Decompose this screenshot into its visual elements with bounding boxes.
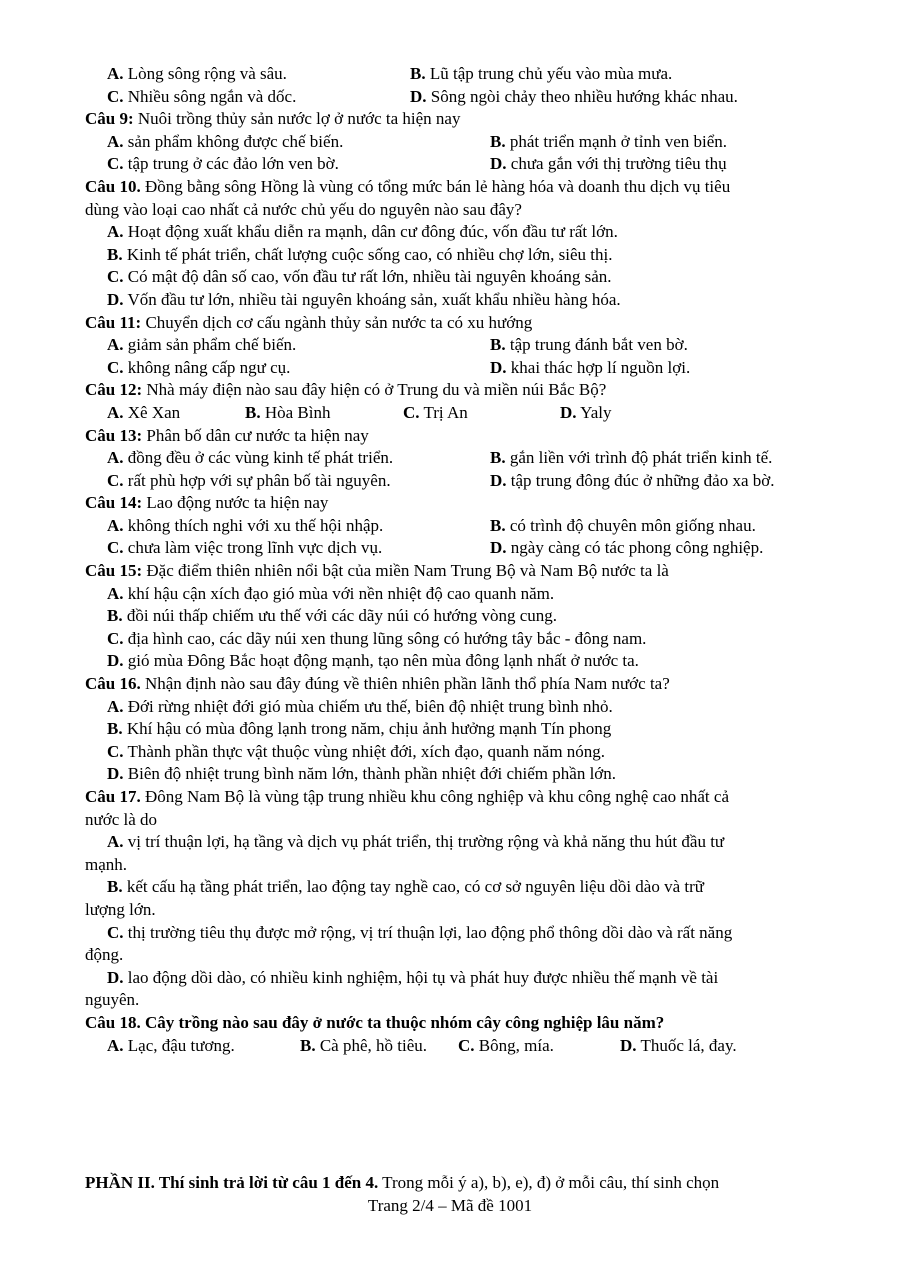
question-heading-cell bbox=[85, 176, 730, 199]
option-cell bbox=[107, 741, 605, 764]
bold-label-run: Câu 16. bbox=[85, 674, 141, 694]
bold-label-run: B. bbox=[245, 402, 261, 422]
bold-label-run: D. bbox=[490, 470, 507, 490]
doc-line bbox=[0, 312, 900, 335]
doc-line bbox=[0, 696, 900, 719]
doc-line bbox=[0, 425, 900, 448]
bold-label-run: A. bbox=[107, 448, 124, 468]
doc-line bbox=[0, 786, 900, 809]
text-run: Có mật độ dân số cao, vốn đầu tư rất lớn, nhiều tài nguyên khoáng sản. bbox=[123, 267, 612, 287]
option-cell bbox=[107, 605, 557, 628]
bold-label-run: Câu 14: bbox=[85, 493, 143, 513]
text-run: dùng vào loại cao nhất cả nước chủ yếu do nguyên nào sau đây? bbox=[85, 199, 522, 219]
bold-label-run: PHẦN II. Thí sinh trả lời từ câu 1 đến 4. bbox=[85, 1173, 379, 1193]
option-cell bbox=[107, 86, 296, 109]
doc-line bbox=[0, 1012, 900, 1035]
text-run: Yaly bbox=[576, 402, 612, 422]
bold-label-run: Câu 17. bbox=[85, 787, 141, 806]
bold-label-run: D. bbox=[560, 402, 577, 422]
text-run: phát triển mạnh ở tỉnh ven biển. bbox=[505, 131, 728, 151]
text-run: tập trung ở các đảo lớn ven bờ. bbox=[123, 154, 339, 174]
option-cell bbox=[107, 470, 391, 493]
bold-label-run: D. bbox=[490, 357, 507, 377]
doc-line bbox=[0, 1172, 900, 1195]
doc-line bbox=[0, 922, 900, 945]
text-continuation-cell bbox=[85, 854, 127, 877]
text-run: không thích nghi với xu thế hội nhập. bbox=[123, 515, 384, 535]
text-run: mạnh. bbox=[85, 854, 128, 874]
text-run: không nâng cấp ngư cụ. bbox=[123, 357, 291, 377]
doc-line bbox=[0, 718, 900, 741]
doc-line bbox=[0, 944, 900, 967]
bold-label-run: C. bbox=[107, 628, 124, 648]
text-run: địa hình cao, các dãy núi xen thung lũng sông có hướng tây bắc - đông nam. bbox=[123, 628, 647, 648]
bold-label-run: B. bbox=[107, 877, 123, 897]
bold-label-run: C. bbox=[107, 267, 124, 287]
doc-line bbox=[0, 967, 900, 990]
text-run: Vốn đầu tư lớn, nhiều tài nguyên khoáng sản, xuất khẩu nhiều hàng hóa. bbox=[123, 289, 621, 309]
doc-line bbox=[0, 809, 900, 832]
bold-label-run: Câu 18. Cây trồng nào sau đây ở nước ta thuộc nhóm cây công nghiệp lâu năm? bbox=[85, 1012, 665, 1032]
doc-line bbox=[0, 131, 900, 154]
bold-label-run: A. bbox=[107, 64, 124, 83]
doc-line bbox=[0, 153, 900, 176]
text-run: Nuôi trồng thủy sản nước lợ ở nước ta hiện nay bbox=[133, 109, 461, 129]
bold-label-run: A. bbox=[107, 696, 124, 716]
bold-label-run: A. bbox=[107, 402, 124, 422]
option-cell bbox=[107, 718, 611, 741]
bold-label-run: B. bbox=[107, 719, 123, 739]
question-heading-cell bbox=[85, 492, 328, 515]
question-heading-cell bbox=[85, 673, 670, 696]
text-run: chưa gắn với thị trường tiêu thụ bbox=[506, 154, 727, 174]
doc-line bbox=[0, 1195, 900, 1218]
bold-label-run: C. bbox=[107, 357, 124, 377]
doc-line bbox=[0, 492, 900, 515]
text-run: Đặc điểm thiên nhiên nổi bật của miền Nam Trung Bộ và Nam Bộ nước ta là bbox=[142, 561, 669, 581]
doc-line bbox=[0, 673, 900, 696]
text-run: Biên độ nhiệt trung bình năm lớn, thành phần nhiệt đới chiếm phần lớn. bbox=[123, 764, 617, 784]
text-run: đồi núi thấp chiếm ưu thế với các dãy núi có hướng vòng cung. bbox=[122, 606, 557, 626]
doc-line bbox=[0, 402, 900, 425]
text-run: vị trí thuận lợi, hạ tầng và dịch vụ phát triển, thị trường rộng và khả năng thu hút đầu tư bbox=[123, 832, 725, 852]
option-cell bbox=[107, 537, 382, 560]
bold-label-run: B. bbox=[410, 64, 426, 83]
bold-label-run: B. bbox=[107, 606, 123, 626]
option-cell bbox=[107, 402, 180, 425]
doc-line bbox=[0, 289, 900, 312]
option-cell bbox=[620, 1035, 737, 1058]
option-cell bbox=[245, 402, 330, 425]
text-continuation-cell bbox=[85, 809, 157, 832]
text-run: Bông, mía. bbox=[474, 1035, 554, 1055]
doc-line bbox=[0, 1035, 900, 1058]
bold-label-run: A. bbox=[107, 222, 124, 242]
text-run: đồng đều ở các vùng kinh tế phát triển. bbox=[123, 448, 394, 468]
option-cell bbox=[490, 357, 690, 380]
bold-label-run: A. bbox=[107, 131, 124, 151]
text-continuation-cell bbox=[85, 199, 522, 222]
bold-label-run: C. bbox=[107, 154, 124, 174]
bold-label-run: A. bbox=[107, 832, 124, 852]
bold-label-run: C. bbox=[107, 922, 124, 942]
option-cell bbox=[107, 967, 718, 990]
text-run: Lũ tập trung chủ yếu vào mùa mưa. bbox=[425, 64, 673, 83]
text-continuation-cell bbox=[85, 899, 156, 922]
bold-label-run: B. bbox=[490, 448, 506, 468]
doc-line bbox=[0, 447, 900, 470]
text-run: khai thác hợp lí nguồn lợi. bbox=[506, 357, 691, 377]
doc-line bbox=[0, 989, 900, 1012]
option-cell bbox=[490, 537, 763, 560]
bold-label-run: C. bbox=[107, 741, 124, 761]
bold-label-run: Câu 12: bbox=[85, 380, 143, 400]
option-cell bbox=[490, 470, 775, 493]
bold-label-run: Câu 13: bbox=[85, 425, 143, 445]
bold-label-run: B. bbox=[490, 515, 506, 535]
doc-line bbox=[0, 379, 900, 402]
doc-line bbox=[0, 470, 900, 493]
question-heading-cell bbox=[85, 425, 369, 448]
doc-line bbox=[0, 741, 900, 764]
bold-label-run: Câu 11: bbox=[85, 312, 142, 332]
text-run: Kinh tế phát triển, chất lượng cuộc sống cao, có nhiều chợ lớn, siêu thị. bbox=[122, 244, 613, 264]
text-run: Hoạt động xuất khẩu diễn ra mạnh, dân cư đông đúc, vốn đầu tư rất lớn. bbox=[123, 222, 618, 242]
text-run: Nhận định nào sau đây đúng về thiên nhiên phần lãnh thổ phía Nam nước ta? bbox=[140, 674, 670, 694]
option-cell bbox=[107, 153, 339, 176]
bold-label-run: A. bbox=[107, 335, 124, 355]
bold-label-run: Câu 10. bbox=[85, 176, 141, 196]
text-run: Nhà máy điện nào sau đây hiện có ở Trung du và miền núi Bắc Bộ? bbox=[142, 380, 607, 400]
option-cell bbox=[107, 289, 621, 312]
text-run: Phân bố dân cư nước ta hiện nay bbox=[142, 425, 369, 445]
doc-line bbox=[0, 266, 900, 289]
text-run: lượng lớn. bbox=[85, 899, 156, 919]
question-heading-cell bbox=[85, 379, 606, 402]
option-cell bbox=[300, 1035, 427, 1058]
doc-line bbox=[0, 515, 900, 538]
option-cell bbox=[458, 1035, 554, 1058]
option-cell bbox=[410, 63, 672, 86]
doc-line bbox=[0, 763, 900, 786]
option-cell bbox=[490, 334, 688, 357]
text-run: tập trung đông đúc ở những đảo xa bờ. bbox=[506, 470, 775, 490]
bold-label-run: D. bbox=[490, 538, 507, 558]
bold-label-run: D. bbox=[107, 289, 124, 309]
bold-label-run: A. bbox=[107, 1035, 124, 1055]
bold-label-run: D. bbox=[107, 651, 124, 671]
option-cell bbox=[107, 131, 343, 154]
text-continuation-cell bbox=[85, 944, 123, 967]
option-cell bbox=[107, 447, 393, 470]
page-number-footer bbox=[0, 1195, 900, 1218]
option-cell bbox=[107, 266, 612, 289]
text-run: có trình độ chuyên môn giống nhau. bbox=[505, 515, 756, 535]
text-run: khí hậu cận xích đạo gió mùa với nền nhiệt độ cao quanh năm. bbox=[123, 583, 555, 603]
text-run: Đới rừng nhiệt đới gió mùa chiếm ưu thế, biên độ nhiệt trung bình nhỏ. bbox=[123, 696, 613, 716]
text-run: sản phẩm không được chế biến. bbox=[123, 131, 344, 151]
text-run: Khí hậu có mùa đông lạnh trong năm, chịu ảnh hưởng mạnh Tín phong bbox=[122, 719, 612, 739]
text-run: tập trung đánh bắt ven bờ. bbox=[505, 335, 688, 355]
text-run: động. bbox=[85, 945, 124, 965]
text-run: chưa làm việc trong lĩnh vực dịch vụ. bbox=[123, 538, 383, 558]
text-run: Lạc, đậu tương. bbox=[123, 1035, 235, 1055]
text-run: ngày càng có tác phong công nghiệp. bbox=[506, 538, 764, 558]
bold-label-run: Câu 15: bbox=[85, 561, 143, 581]
text-run: giảm sản phẩm chế biến. bbox=[123, 335, 297, 355]
option-cell bbox=[107, 244, 612, 267]
option-cell bbox=[490, 153, 727, 176]
option-cell bbox=[107, 650, 639, 673]
text-run: Trị An bbox=[419, 402, 468, 422]
question-heading-cell bbox=[85, 786, 729, 809]
doc-line bbox=[0, 108, 900, 131]
bold-label-run: A. bbox=[107, 583, 124, 603]
doc-line bbox=[0, 537, 900, 560]
doc-line bbox=[0, 583, 900, 606]
option-cell bbox=[107, 221, 618, 244]
text-run: nước là do bbox=[85, 809, 158, 829]
bold-label-run: Câu 9: bbox=[85, 109, 134, 129]
doc-line bbox=[0, 199, 900, 222]
bold-label-run: D. bbox=[107, 764, 124, 784]
text-run: nguyên. bbox=[85, 990, 140, 1010]
text-run: gắn liền với trình độ phát triển kinh tế. bbox=[505, 448, 773, 468]
bold-label-run: D. bbox=[490, 154, 507, 174]
option-cell bbox=[107, 628, 646, 651]
question-heading-cell bbox=[85, 1012, 664, 1035]
question-heading-cell bbox=[85, 108, 460, 131]
bold-label-run: B. bbox=[107, 244, 123, 264]
option-cell bbox=[107, 922, 732, 945]
text-run: Đông Nam Bộ là vùng tập trung nhiều khu công nghiệp và khu công nghệ cao nhất cả bbox=[140, 787, 729, 806]
text-continuation-cell bbox=[85, 989, 139, 1012]
text-run: Xê Xan bbox=[123, 402, 181, 422]
doc-line bbox=[0, 831, 900, 854]
option-cell bbox=[490, 447, 772, 470]
option-cell bbox=[490, 515, 756, 538]
option-cell bbox=[410, 86, 738, 109]
option-cell bbox=[107, 357, 290, 380]
doc-line bbox=[0, 86, 900, 109]
text-run: Thành phần thực vật thuộc vùng nhiệt đới, xích đạo, quanh năm nóng. bbox=[123, 741, 606, 761]
text-run: Đồng bằng sông Hồng là vùng có tổng mức bán lẻ hàng hóa và doanh thu dịch vụ tiêu bbox=[140, 176, 731, 196]
text-run: Trong mỗi ý a), b), e), đ) ở mỗi câu, thí sinh chọn bbox=[378, 1173, 720, 1193]
bold-label-run: C. bbox=[107, 538, 124, 558]
text-run: Lòng sông rộng và sâu. bbox=[123, 64, 287, 83]
doc-line bbox=[0, 357, 900, 380]
bold-label-run: C. bbox=[107, 86, 124, 106]
bold-label-run: D. bbox=[107, 967, 124, 987]
doc-line bbox=[0, 221, 900, 244]
option-cell bbox=[107, 583, 554, 606]
doc-line bbox=[0, 560, 900, 583]
doc-line bbox=[0, 876, 900, 899]
option-cell bbox=[107, 334, 296, 357]
doc-line bbox=[0, 334, 900, 357]
text-run: Cà phê, hồ tiêu. bbox=[315, 1035, 428, 1055]
doc-line bbox=[0, 899, 900, 922]
text-run: Lao động nước ta hiện nay bbox=[142, 493, 329, 513]
bold-label-run: C. bbox=[458, 1035, 475, 1055]
option-cell bbox=[560, 402, 612, 425]
option-cell bbox=[403, 402, 468, 425]
text-run: gió mùa Đông Bắc hoạt động mạnh, tạo nên mùa đông lạnh nhất ở nước ta. bbox=[123, 651, 639, 671]
bold-label-run: D. bbox=[620, 1035, 637, 1055]
text-run: Thuốc lá, đay. bbox=[636, 1035, 737, 1055]
bold-label-run: D. bbox=[410, 86, 427, 106]
option-cell bbox=[107, 763, 616, 786]
option-cell bbox=[107, 1035, 235, 1058]
text-run: Hòa Bình bbox=[260, 402, 331, 422]
question-heading-cell bbox=[85, 1172, 719, 1195]
bold-label-run: A. bbox=[107, 515, 124, 535]
option-cell bbox=[107, 515, 383, 538]
doc-line bbox=[0, 854, 900, 877]
question-heading-cell bbox=[85, 560, 669, 583]
option-cell bbox=[107, 696, 613, 719]
text-run: thị trường tiêu thụ được mở rộng, vị trí thuận lợi, lao động phổ thông dồi dào và rất năng bbox=[123, 922, 733, 942]
option-cell bbox=[490, 131, 727, 154]
text-run: Nhiều sông ngắn và dốc. bbox=[123, 86, 297, 106]
bold-label-run: C. bbox=[107, 470, 124, 490]
doc-line bbox=[0, 176, 900, 199]
option-cell bbox=[107, 831, 724, 854]
doc-line bbox=[0, 605, 900, 628]
text-run: rất phù hợp với sự phân bố tài nguyên. bbox=[123, 470, 391, 490]
option-cell bbox=[107, 876, 704, 899]
text-run: Sông ngòi chảy theo nhiều hướng khác nhau. bbox=[426, 86, 738, 106]
doc-line bbox=[0, 650, 900, 673]
text-run: kết cấu hạ tầng phát triển, lao động tay nghề cao, có cơ sở nguyên liệu dồi dào và trữ bbox=[122, 877, 704, 897]
doc-line bbox=[0, 63, 900, 86]
doc-line bbox=[0, 244, 900, 267]
text-run: lao động dồi dào, có nhiều kinh nghiệm, hội tụ và phát huy được nhiều thế mạnh về tài bbox=[123, 967, 719, 987]
option-cell bbox=[107, 63, 287, 86]
exam-content bbox=[0, 63, 900, 1217]
bold-label-run: B. bbox=[300, 1035, 316, 1055]
bold-label-run: B. bbox=[490, 335, 506, 355]
doc-line bbox=[0, 628, 900, 651]
bold-label-run: B. bbox=[490, 131, 506, 151]
text-run: Trang 2/4 – Mã đề 1001 bbox=[367, 1195, 533, 1215]
text-run: Chuyển dịch cơ cấu ngành thủy sản nước ta có xu hướng bbox=[141, 312, 533, 332]
bold-label-run: C. bbox=[403, 402, 420, 422]
question-heading-cell bbox=[85, 312, 532, 335]
